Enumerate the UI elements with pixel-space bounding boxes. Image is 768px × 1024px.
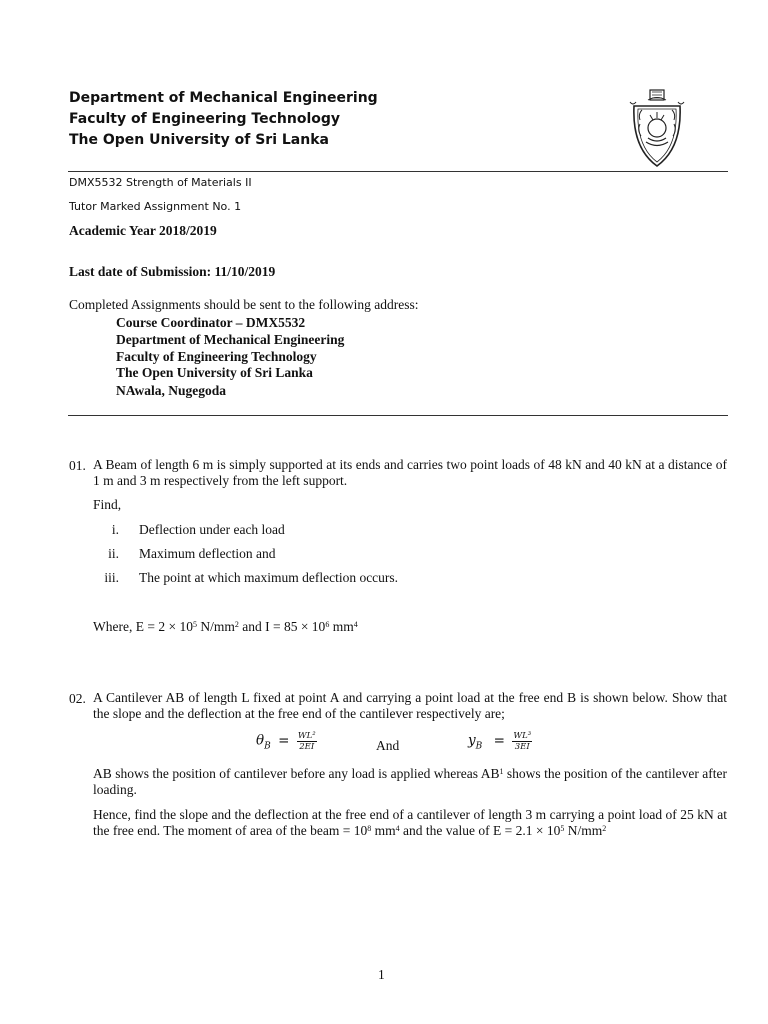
question-1-given-values: Where, $E = 2 \times 10^5$ $N/mm^2$ and $I = 85 \times 10^6$ $mm^4$ — [93, 619, 358, 634]
slope-formula: $\theta_B$ = $\frac{\text{WL²}}{2EI}$ — [256, 731, 316, 752]
question-1-find: Find, — [93, 497, 122, 512]
header-university: The Open University of Sri Lanka — [69, 132, 329, 148]
list-number: i. — [111, 522, 119, 537]
academic-year: Academic Year 2018/2019 — [69, 223, 217, 238]
address-line: The Open University of Sri Lanka — [116, 365, 313, 380]
submission-deadline: Last date of Submission: 11/10/2019 — [69, 264, 276, 279]
question-2-paragraph-2: AB shows the position of cantilever before any load is applied whereas $AB^1$ shows the position of the cantilever after loading. — [93, 766, 728, 797]
university-crest-logo — [626, 88, 688, 168]
list-number: ii. — [108, 546, 119, 561]
address-line: Department of Mechanical Engineering — [116, 332, 345, 347]
list-item: The point at which maximum deflection occurs. — [139, 570, 399, 585]
list-item: Deflection under each load — [139, 522, 285, 537]
question-2-paragraph-3: Hence, find the slope and the deflection at the free end of a cantilever of length 3 m carrying a point load of 25 kN at the free end. The moment of area of the beam = $10^8$ $mm^4$ and the value of $E = 2.1 \times 10^5$ $N/mm^2$ — [93, 807, 727, 838]
address-line: Course Coordinator – DMX5532 — [116, 315, 306, 330]
course-code-title: DMX5532 Strength of Materials II — [69, 176, 252, 189]
header-faculty: Faculty of Engineering Technology — [69, 111, 341, 127]
list-number: iii. — [104, 570, 119, 585]
question-1-number: 01. — [69, 458, 86, 473]
address-line: Faculty of Engineering Technology — [116, 349, 317, 364]
address-line: NAwala, Nugegoda — [116, 383, 227, 398]
address-intro: Completed Assignments should be sent to the following address: — [69, 297, 419, 312]
deflection-formula: $y_B$ = $\frac{\text{WL³}}{3EI}$ — [468, 731, 532, 752]
list-item: Maximum deflection and — [139, 546, 276, 561]
question-2-text: A Cantilever AB of length L fixed at point A and carrying a point load at the free end B is shown below. Show that the slope and the deflection at the free end of the cantilever respectively are; — [93, 690, 727, 721]
address-divider — [68, 415, 728, 416]
page-number: 1 — [378, 967, 385, 982]
question-1-text: A Beam of length 6 m is simply supported at its ends and carries two point loads of 48 kN and 40 kN at a distance of 1 m and 3 m respectively from the left support. — [93, 457, 727, 488]
and-word: And — [376, 738, 400, 753]
header-divider — [68, 171, 728, 172]
assignment-title: Tutor Marked Assignment No. 1 — [69, 200, 242, 213]
header-department: Department of Mechanical Engineering — [69, 90, 378, 106]
question-2-number: 02. — [69, 691, 86, 706]
